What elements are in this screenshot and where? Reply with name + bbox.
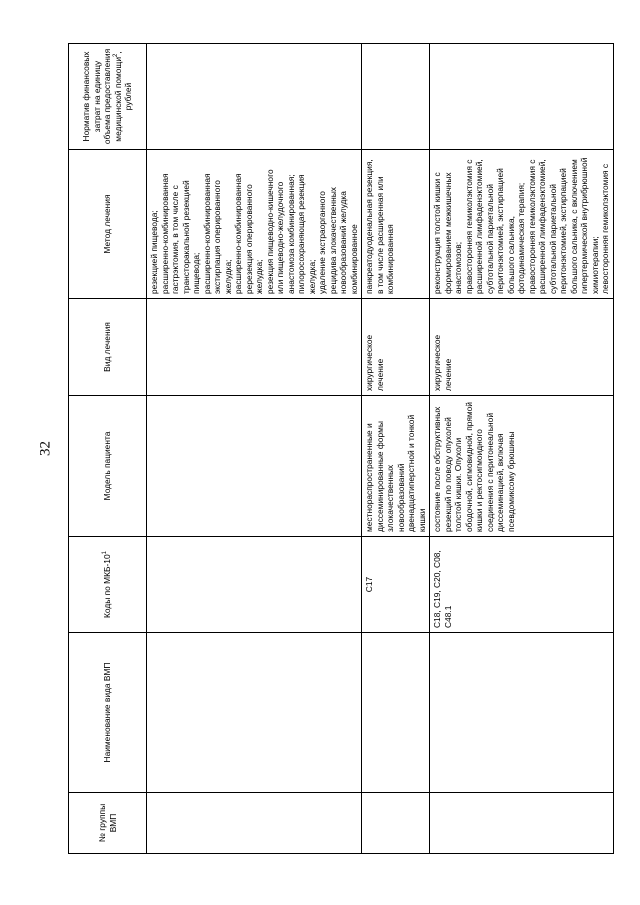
cell-group-number: [362, 793, 430, 854]
cell-patient-model: местнораспространенные и диссеминированные формы злокачественных новообразований двенадцатиперстной и тонкой кишки: [362, 396, 430, 537]
method-line: расширенно-комбинированная ререзекция оперированного желудка;: [233, 173, 264, 294]
cell-treatment-kind: [147, 299, 362, 396]
cell-financial-norm: [430, 44, 614, 150]
header-treatment-kind: Вид лечения: [69, 299, 147, 396]
header-financial-norm-footnote: 2: [112, 53, 119, 57]
method-line: резекцией пищевода;: [149, 210, 159, 294]
header-icd-codes: [69, 537, 147, 633]
header-financial-norm: [69, 44, 147, 150]
cell-group-number: [430, 793, 614, 854]
cell-treatment-kind: хирургическое лечение: [430, 299, 614, 396]
cell-vmp-name: [362, 633, 430, 793]
cell-financial-norm: [362, 44, 430, 150]
cell-patient-model: состояние после обструктивных резекций по поводу опухолей толстой кишки. Опухоли ободочной, сигмовидной, прямой кишки и ректосигмоидного соединения с перитонеальной диссеминацией, включая псевдомиксому брюшины: [430, 396, 614, 537]
header-group-number: № группы ВМП: [69, 793, 147, 854]
rotated-table-wrapper: [68, 44, 610, 854]
method-line: пилоросохраняющая резекция желудка;: [296, 174, 317, 294]
cell-treatment-method: [147, 150, 362, 299]
cell-group-number: [147, 793, 362, 854]
header-financial-norm-text: Норматив финансовых затрат на единицу объема предоставления медицинской помощи: [81, 48, 123, 145]
cell-icd-codes: C17: [362, 537, 430, 633]
header-row: [69, 44, 147, 854]
cell-patient-model: [147, 396, 362, 537]
method-line: резекция пищеводно-кишечного или пищеводно-желудочного анастомоза комбинированная;: [264, 169, 296, 294]
table-row: [362, 44, 430, 854]
vmp-table: [68, 43, 614, 854]
cell-vmp-name: [430, 633, 614, 793]
page-number: 32: [37, 441, 54, 456]
method-line: панкреатодуоденальная резекция, в том числе расширенная или комбинированная: [364, 159, 395, 294]
header-treatment-method: Метод лечения: [69, 150, 147, 299]
cell-treatment-method: [430, 150, 614, 299]
header-icd-codes-footnote: 1: [102, 551, 109, 555]
method-line: левосторонняя гемиколэктомия с: [600, 163, 610, 294]
method-line: правосторонняя гемиколэктомия с расширенной лимфаденэктомией, субтотальной париетальной перитонэктомией, экстирпацией большого сальника, фотодинамическая терапия;: [463, 159, 526, 294]
header-icd-codes-text: Коды по МКБ-10: [102, 554, 113, 618]
cell-icd-codes: [147, 537, 362, 633]
header-vmp-name: Наименование вида ВМП: [69, 633, 147, 793]
method-line: расширенно-комбинированная гастрэктомия, в том числе с трансторакальной резекцией пищевода;: [159, 173, 201, 294]
method-line: удаление экстраорганного рецидива злокачественных новообразований желудка комбинированное: [317, 187, 359, 294]
header-patient-model: Модель пациента: [69, 396, 147, 537]
cell-vmp-name: [147, 633, 362, 793]
table-row: [430, 44, 614, 854]
method-line: расширенно-комбинированная экстирпация оперированного желудка;: [201, 173, 233, 294]
cell-icd-codes: C18, C19, C20, C08, C48.1: [430, 537, 614, 633]
method-line: реконструкция толстой кишки с формированием межкишечных анастомозов;: [432, 172, 463, 294]
cell-financial-norm: [147, 44, 362, 150]
header-financial-norm-unit: , рублей: [112, 51, 134, 111]
table-row: [147, 44, 362, 854]
cell-treatment-kind: хирургическое лечение: [362, 299, 430, 396]
cell-treatment-method: [362, 150, 430, 299]
method-line: правосторонняя гемиколэктомия с расширенной лимфаденэктомией, субтотальной париетальной перитонэктомией, экстирпацией большого сальника, с включением гипертермической внутрибрюшной химиотерапии;: [526, 157, 600, 294]
